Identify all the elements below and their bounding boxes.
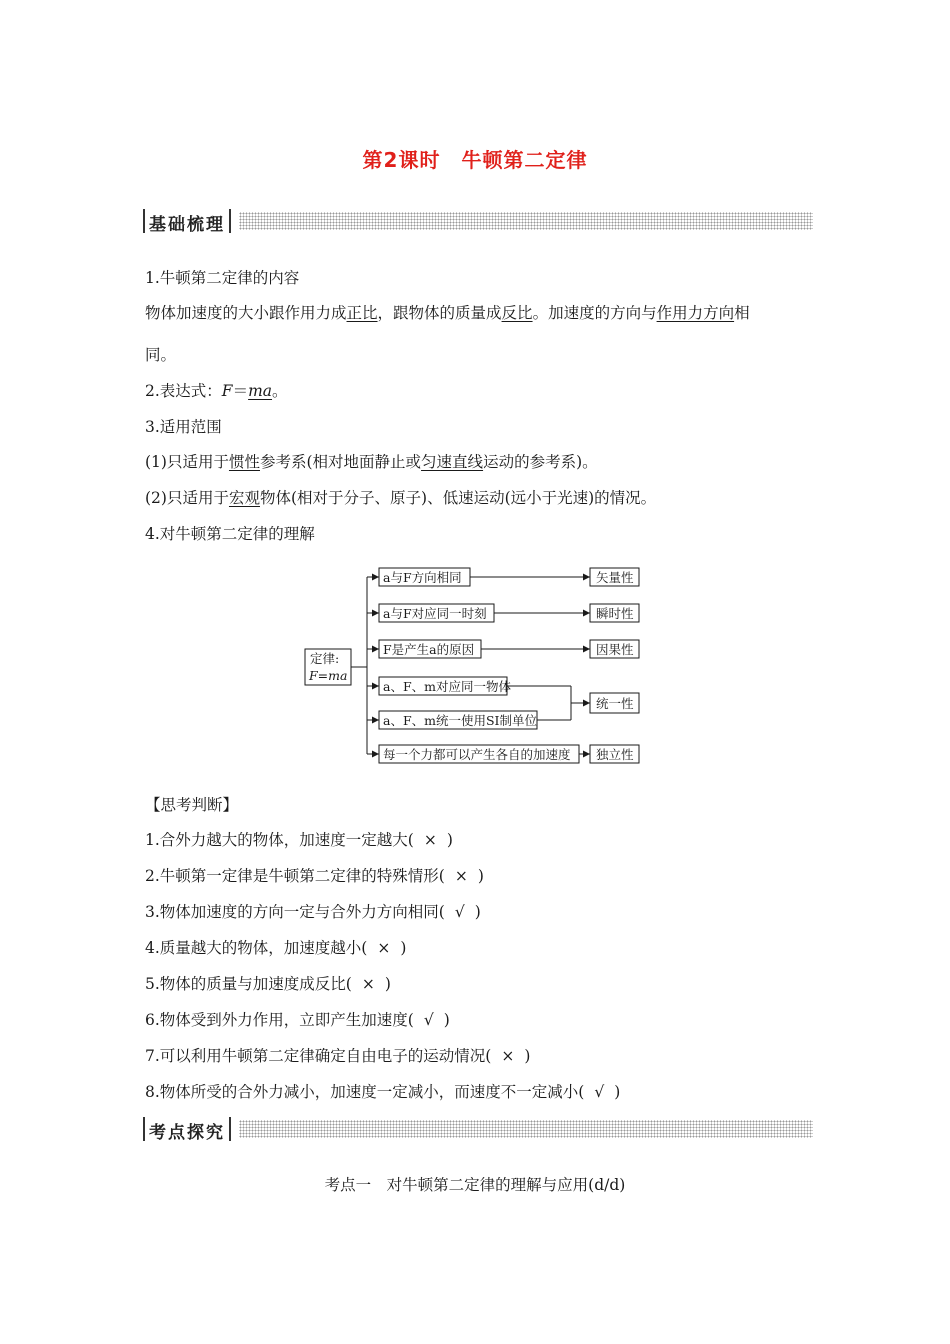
think-item [145, 1010, 450, 1030]
result-label: 瞬时性 [596, 606, 634, 621]
think-item-text: 1.合外力越大的物体，加速度一定越大( [145, 831, 414, 849]
think-item-text: 8.物体所受的合外力减小，加速度一定减小，而速度不一定减小( [145, 1083, 585, 1101]
result-label: 独立性 [596, 747, 634, 762]
root-label-1: 定律: [310, 651, 340, 666]
result-label: 因果性 [596, 642, 634, 657]
condition-label: 每一个力都可以产生各自的加速度 [383, 747, 571, 762]
item4-heading: 4.对牛顿第二定律的理解 [145, 525, 315, 543]
think-item-close: ) [443, 1011, 450, 1029]
result-label: 统一性 [596, 696, 634, 711]
item3-sub1: (1)只适用于惯性参考系(相对地面静止或匀速直线运动的参考系)。 [145, 453, 598, 471]
think-item-mark: × [501, 1047, 515, 1065]
think-item-mark: √ [454, 903, 465, 921]
condition-label: a、F、m对应同一物体 [383, 679, 511, 694]
think-item [145, 938, 406, 958]
think-item-mark: × [361, 975, 375, 993]
think-item [145, 974, 391, 994]
think-item-text: 6.物体受到外力作用，立即产生加速度( [145, 1011, 414, 1029]
result-label: 矢量性 [596, 570, 634, 585]
think-item-text: 4.质量越大的物体，加速度越小( [145, 939, 368, 957]
item3-sub2: (2)只适用于宏观物体(相对于分子、原子)、低速运动(远小于光速)的情况。 [145, 489, 657, 507]
kaodian-title: 考点一 对牛顿第二定律的理解与应用(d/d) [324, 1176, 626, 1194]
page-title: 第2课时 牛顿第二定律 [362, 148, 588, 172]
think-item-mark: √ [423, 1011, 434, 1029]
item1-heading: 1.牛顿第二定律的内容 [145, 269, 300, 287]
think-item-mark: × [454, 867, 468, 885]
think-item [145, 1082, 620, 1102]
section-label: 考点探究 [149, 1123, 225, 1143]
think-item-text: 3.物体加速度的方向一定与合外力方向相同( [145, 903, 445, 921]
think-item-text: 7.可以利用牛顿第二定律确定自由电子的运动情况( [145, 1047, 492, 1065]
think-item-close: ) [384, 975, 391, 993]
condition-label: a、F、m统一使用SI制单位 [383, 713, 537, 728]
section-label: 基础梳理 [149, 215, 225, 235]
item3-heading: 3.适用范围 [145, 418, 222, 436]
think-item [145, 830, 453, 850]
condition-label: F是产生a的原因 [383, 642, 475, 657]
think-item-mark: × [423, 831, 437, 849]
think-item-text: 2.牛顿第一定律是牛顿第二定律的特殊情形( [145, 867, 445, 885]
think-item-close: ) [614, 1083, 621, 1101]
think-heading: 【思考判断】 [145, 796, 239, 814]
think-item-mark: × [377, 939, 391, 957]
think-item-close: ) [477, 867, 484, 885]
condition-label: a与F方向相同 [383, 570, 462, 585]
think-item-mark: √ [594, 1083, 605, 1101]
section-header-exam [143, 1117, 813, 1143]
item2-formula: 2.表达式：F＝ma。 [145, 382, 288, 400]
item1-paragraph: 物体加速度的大小跟作用力成正比，跟物体的质量成反比。加速度的方向与作用力方向相 [145, 304, 750, 322]
think-item [145, 866, 484, 886]
think-item [145, 1046, 530, 1066]
think-item [145, 902, 481, 922]
dotted-rule [239, 1120, 813, 1138]
think-item-close: ) [400, 939, 407, 957]
item1-paragraph-cont: 同。 [145, 346, 177, 364]
think-item-close: ) [524, 1047, 531, 1065]
think-item-close: ) [446, 831, 453, 849]
think-item-text: 5.物体的质量与加速度成反比( [145, 975, 352, 993]
think-item-close: ) [474, 903, 481, 921]
root-label-2: F=ma [309, 668, 348, 683]
condition-label: a与F对应同一时刻 [383, 606, 487, 621]
